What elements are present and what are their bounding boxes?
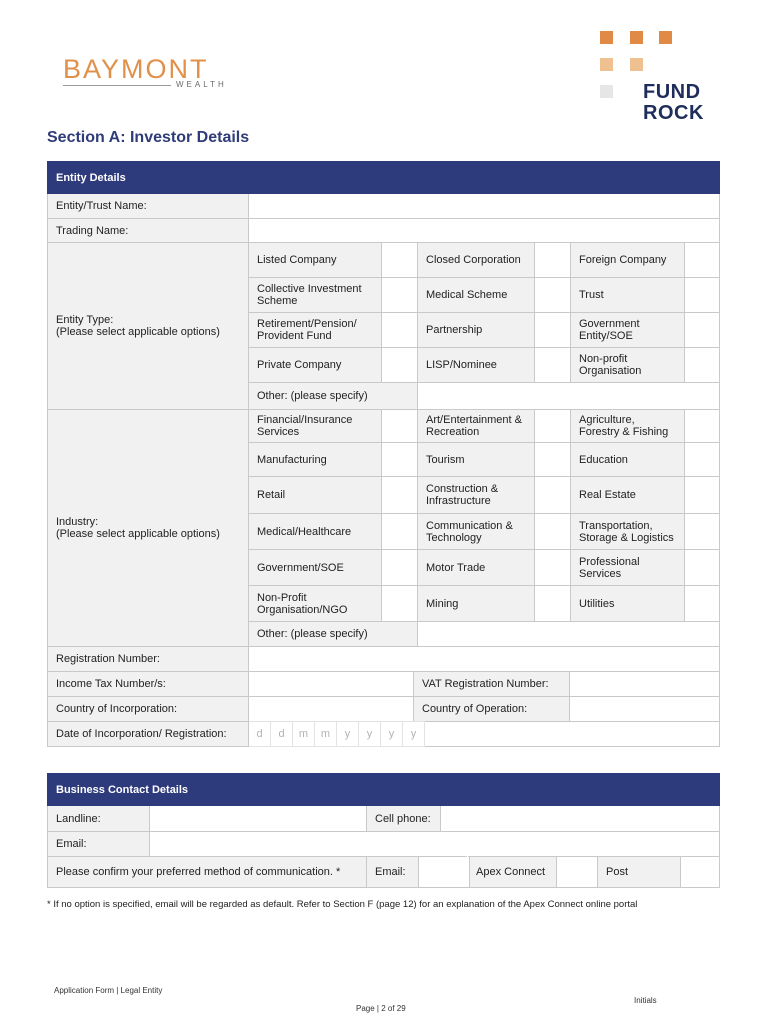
entity-trust-name-label: Entity/Trust Name:	[48, 194, 249, 219]
incorporation-date-label: Date of Incorporation/ Registration:	[48, 722, 249, 747]
fundrock-square-icon	[630, 31, 643, 44]
fundrock-square-icon	[659, 31, 672, 44]
industry-other-input[interactable]	[418, 622, 720, 647]
date-year-digit-input[interactable]: y	[337, 722, 359, 747]
industry-checkbox[interactable]	[535, 477, 571, 514]
entity-type-option: Foreign Company	[571, 243, 685, 278]
industry-option: Motor Trade	[418, 550, 535, 586]
industry-option: Retail	[249, 477, 382, 514]
entity-type-option: Retirement/Pension/ Provident Fund	[249, 313, 382, 348]
date-day-digit-input[interactable]: d	[249, 722, 271, 747]
entity-type-option: Trust	[571, 278, 685, 313]
entity-type-checkbox[interactable]	[685, 243, 720, 278]
industry-label: Industry: (Please select applicable options)	[48, 410, 249, 647]
fundrock-word-rock: ROCK	[643, 102, 704, 124]
industry-option: Professional Services	[571, 550, 685, 586]
entity-type-option: Medical Scheme	[418, 278, 535, 313]
entity-type-checkbox[interactable]	[535, 243, 571, 278]
entity-type-option: Collective Investment Scheme	[249, 278, 382, 313]
industry-checkbox[interactable]	[382, 410, 418, 443]
entity-type-checkbox[interactable]	[535, 348, 571, 383]
entity-type-checkbox[interactable]	[535, 313, 571, 348]
entity-type-option: LISP/Nominee	[418, 348, 535, 383]
entity-registration-table	[47, 646, 720, 722]
baymont-logo-rule	[63, 85, 171, 86]
entity-details-table	[47, 161, 720, 647]
entity-type-checkbox[interactable]	[685, 278, 720, 313]
footer-page-number: Page | 2 of 29	[356, 1004, 406, 1013]
communication-footnote: * If no option is specified, email will be regarded as default. Refer to Section F (page 12) for an explanation of the Apex Connect online portal	[47, 899, 638, 910]
entity-type-option: Listed Company	[249, 243, 382, 278]
communication-method-label: Please confirm your preferred method of communication. *	[48, 857, 367, 888]
registration-number-input[interactable]	[249, 647, 720, 672]
industry-option: Tourism	[418, 443, 535, 477]
email-input[interactable]	[150, 832, 720, 857]
cell-phone-input[interactable]	[441, 806, 720, 832]
method-post-label: Post	[598, 857, 681, 888]
industry-option: Medical/Healthcare	[249, 514, 382, 550]
vat-registration-label: VAT Registration Number:	[414, 672, 570, 697]
industry-checkbox[interactable]	[382, 550, 418, 586]
entity-type-checkbox[interactable]	[382, 313, 418, 348]
industry-checkbox[interactable]	[685, 550, 720, 586]
method-apex-connect-checkbox[interactable]	[557, 857, 598, 888]
fundrock-square-icon	[600, 31, 613, 44]
country-incorporation-input[interactable]	[249, 697, 414, 722]
industry-option: Education	[571, 443, 685, 477]
business-contact-table	[47, 773, 720, 857]
date-row-blank	[425, 722, 720, 747]
industry-option: Agriculture, Forestry & Fishing	[571, 410, 685, 443]
industry-option: Manufacturing	[249, 443, 382, 477]
entity-type-checkbox[interactable]	[685, 313, 720, 348]
industry-option: Transportation, Storage & Logistics	[571, 514, 685, 550]
incorporation-date-table	[47, 721, 720, 747]
baymont-logo-subtext: WEALTH	[176, 80, 227, 89]
industry-option: Real Estate	[571, 477, 685, 514]
entity-type-checkbox[interactable]	[685, 348, 720, 383]
fundrock-logo-text	[643, 82, 704, 124]
industry-option: Government/SOE	[249, 550, 382, 586]
date-month-digit-input[interactable]: m	[315, 722, 337, 747]
method-apex-connect-label: Apex Connect	[468, 857, 557, 888]
business-contact-header: Business Contact Details	[48, 774, 720, 806]
entity-type-label: Entity Type: (Please select applicable options)	[48, 243, 249, 410]
industry-checkbox[interactable]	[535, 410, 571, 443]
registration-number-label: Registration Number:	[48, 647, 249, 672]
income-tax-number-input[interactable]	[249, 672, 414, 697]
method-email-label: Email:	[367, 857, 468, 888]
industry-option: Art/Entertainment & Recreation	[418, 410, 535, 443]
industry-option: Utilities	[571, 586, 685, 622]
footer-form-name: Application Form | Legal Entity	[54, 986, 163, 995]
fundrock-word-fund: FUND	[643, 81, 701, 103]
fundrock-square-icon	[600, 58, 613, 71]
country-operation-input[interactable]	[570, 697, 720, 722]
baymont-logo-text: BAYMONT	[63, 54, 209, 84]
industry-checkbox[interactable]	[685, 514, 720, 550]
entity-details-header: Entity Details	[48, 162, 720, 194]
trading-name-input[interactable]	[249, 219, 720, 243]
industry-checkbox[interactable]	[535, 586, 571, 622]
industry-checkbox[interactable]	[685, 586, 720, 622]
entity-type-option: Non-profit Organisation	[571, 348, 685, 383]
fundrock-square-icon	[630, 58, 643, 71]
entity-type-option: Government Entity/SOE	[571, 313, 685, 348]
industry-option: Non-Profit Organisation/NGO	[249, 586, 382, 622]
country-incorporation-label: Country of Incorporation:	[48, 697, 249, 722]
date-day-digit-input[interactable]: d	[271, 722, 293, 747]
industry-checkbox[interactable]	[535, 550, 571, 586]
date-year-digit-input[interactable]: y	[359, 722, 381, 747]
entity-type-other-label: Other: (please specify)	[249, 383, 418, 410]
email-label: Email:	[48, 832, 150, 857]
landline-input[interactable]	[150, 806, 367, 832]
footer-initials-label: Initials	[634, 996, 657, 1005]
fundrock-square-icon	[600, 85, 613, 98]
vat-registration-input[interactable]	[570, 672, 720, 697]
date-month-digit-input[interactable]: m	[293, 722, 315, 747]
industry-checkbox[interactable]	[685, 477, 720, 514]
income-tax-number-label: Income Tax Number/s:	[48, 672, 249, 697]
communication-preference-table	[47, 856, 720, 888]
entity-type-option: Private Company	[249, 348, 382, 383]
entity-type-other-input[interactable]	[418, 383, 720, 410]
industry-checkbox[interactable]	[535, 443, 571, 477]
industry-checkbox[interactable]	[685, 443, 720, 477]
entity-type-checkbox[interactable]	[535, 278, 571, 313]
landline-label: Landline:	[48, 806, 150, 832]
date-year-digit-input[interactable]: y	[381, 722, 403, 747]
country-operation-label: Country of Operation:	[414, 697, 570, 722]
industry-option: Communication & Technology	[418, 514, 535, 550]
cell-phone-label: Cell phone:	[367, 806, 441, 832]
entity-type-checkbox[interactable]	[382, 278, 418, 313]
industry-checkbox[interactable]	[535, 514, 571, 550]
section-title: Section A: Investor Details	[47, 129, 250, 146]
entity-trust-name-input[interactable]	[249, 194, 720, 219]
industry-checkbox[interactable]	[382, 443, 418, 477]
date-year-digit-input[interactable]: y	[403, 722, 425, 747]
entity-type-option: Partnership	[418, 313, 535, 348]
entity-type-option: Closed Corporation	[418, 243, 535, 278]
industry-option: Financial/Insurance Services	[249, 410, 382, 443]
industry-checkbox[interactable]	[382, 586, 418, 622]
industry-checkbox[interactable]	[382, 477, 418, 514]
industry-checkbox[interactable]	[382, 514, 418, 550]
industry-other-label: Other: (please specify)	[249, 622, 418, 647]
method-email-checkbox[interactable]	[418, 857, 470, 887]
entity-type-checkbox[interactable]	[382, 348, 418, 383]
trading-name-label: Trading Name:	[48, 219, 249, 243]
industry-option: Construction & Infrastructure	[418, 477, 535, 514]
entity-type-checkbox[interactable]	[382, 243, 418, 278]
industry-checkbox[interactable]	[685, 410, 720, 443]
industry-option: Mining	[418, 586, 535, 622]
method-post-checkbox[interactable]	[681, 857, 720, 888]
